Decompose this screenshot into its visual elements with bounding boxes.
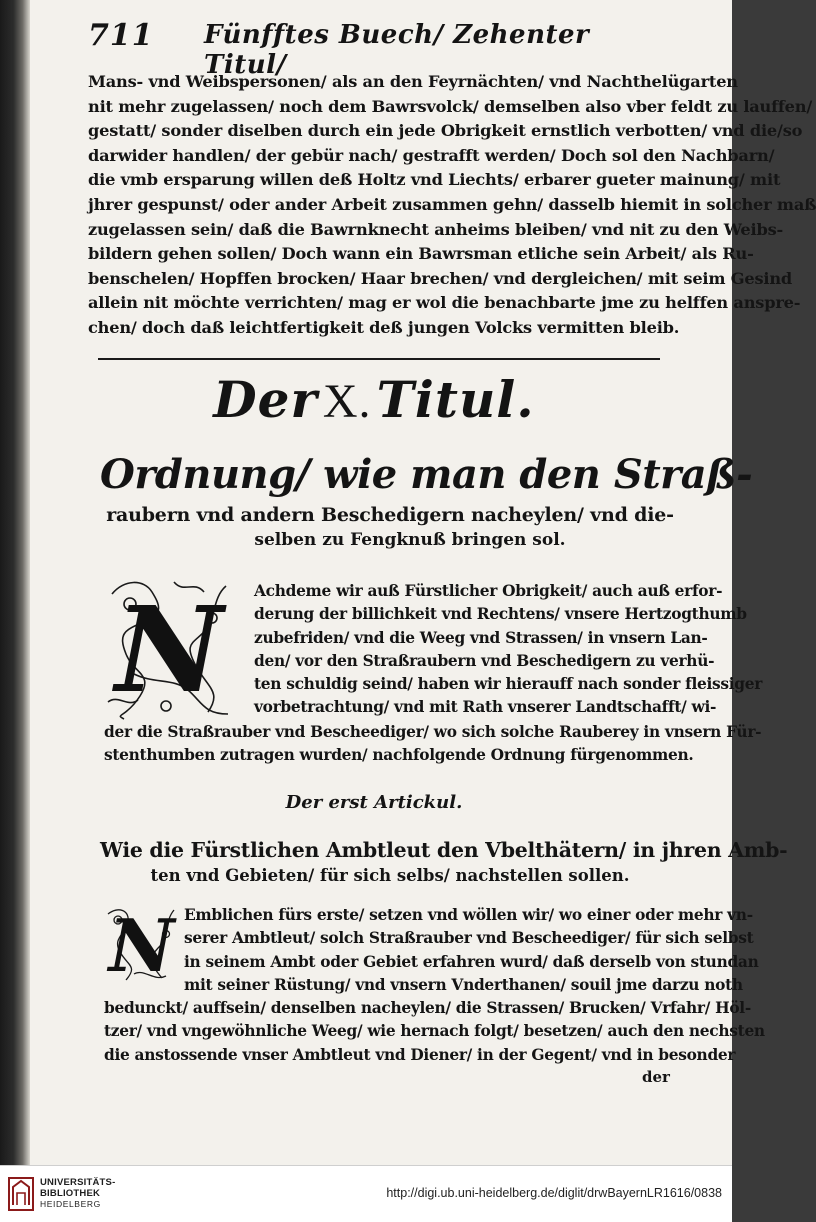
initial-letter: N — [115, 579, 223, 719]
text-line: stenthumben zutragen wurden/ nachfolgende Ordnung fürgenommen. — [104, 746, 694, 765]
text-line: Mans- vnd Weibspersonen/ als an den Feyrnächten/ vnd Nachthelügarten — [88, 72, 738, 91]
section-title — [64, 370, 684, 440]
running-head-title: Fünfftes Buech/ Zehenter Titul/ — [204, 20, 590, 80]
library-name — [40, 1178, 115, 1210]
text-line: serer Ambtleut/ solch Straßrauber vnd Bescheediger/ für sich selbst — [184, 929, 754, 948]
text-line: der die Straßrauber vnd Bescheediger/ wo sich solche Rauberey in vnsern Für- — [104, 723, 762, 741]
university-library-logo-icon — [8, 1177, 34, 1211]
library-name-line-2: BIBLIOTHEK — [40, 1187, 101, 1199]
book-spine-shadow — [0, 0, 30, 1165]
ornamental-initial-n — [104, 574, 234, 724]
title-word-der: Der — [213, 370, 318, 429]
text-line: Achdeme wir auß Fürstlicher Obrigkeit/ auch auß erfor- — [254, 582, 723, 600]
text-line: Emblichen fürs erste/ setzen vnd wöllen wir/ wo einer oder mehr vn- — [184, 906, 753, 924]
text-line: vorbetrachtung/ vnd mit Rath vnserer Landtschafft/ wi- — [254, 698, 717, 717]
viewer-footer — [0, 1165, 732, 1222]
text-line: benschelen/ Hopffen brocken/ Haar brechen/ vnd dergleichen/ mit seim Gesind — [88, 268, 793, 288]
text-line: in seinem Ambt oder Gebiet erfahren wurd/ daß derselb von stundan — [184, 952, 759, 971]
article-title: Der erst Artickul. — [285, 792, 463, 813]
initial-letter: N — [108, 902, 175, 988]
text-line: derung der billichkeit vnd Rechtens/ vnsere Hertzogthumb — [254, 605, 747, 624]
text-line: die vmb ersparung willen deß Holtz vnd Liechts/ erbarer gueter mainung/ mit — [88, 170, 781, 190]
text-line: bedunckt/ auffsein/ denselben nacheylen/ die Strassen/ Brucken/ Vrfahr/ Höl- — [104, 999, 751, 1017]
title-word-titul: Titul. — [376, 370, 535, 429]
text-line: darwider handlen/ der gebür nach/ gestrafft werden/ Doch sol den Nachbarn/ — [88, 145, 775, 165]
paragraph-3-indented — [184, 904, 759, 997]
paragraph-3-full — [104, 997, 765, 1067]
library-name-line-3: HEIDELBERG — [40, 1199, 101, 1209]
text-line: chen/ doch daß leichtfertigkeit deß jungen Volcks vermitten bleib. — [88, 317, 680, 337]
text-line: bildern gehen sollen/ Doch wann ein Bawrsman etliche sein Arbeit/ als Ru- — [88, 244, 754, 264]
text-line: tzer/ vnd vngewöhnliche Weeg/ wie hernach folgt/ besetzen/ auch den nechsten — [104, 1022, 765, 1041]
heading-line-3: selben zu Fengknuß bringen sol. — [254, 530, 566, 550]
text-line: zugelassen sein/ daß die Bawrnknecht anheims bleiben/ vnd nit zu den Weibs- — [88, 219, 784, 239]
folio-number: 711 — [88, 18, 154, 53]
ornamental-initial-n-small — [104, 904, 179, 986]
running-head — [88, 18, 648, 80]
heading-line-1: Ordnung/ wie man den Straß- — [100, 451, 753, 498]
text-line: ten schuldig seind/ haben wir hierauff nach sonder fleissiger — [254, 675, 763, 694]
section-divider — [98, 358, 660, 360]
title-number: X. — [322, 375, 372, 428]
article-heading-line-1: Wie die Fürstlichen Ambtleut den Vbelthätern/ in jhren Amb- — [100, 838, 788, 862]
text-line: gestatt/ sonder diselben durch ein jede Obrigkeit ernstlich verbotten/ vnd die/so — [88, 121, 803, 141]
catchword: der — [642, 1068, 670, 1086]
text-line: mit seiner Rüstung/ vnd vnsern Vnderthanen/ souil jme darzu noth — [184, 975, 743, 994]
text-line: jhrer gespunst/ oder ander Arbeit zusammen gehn/ dasselb hiemit in solcher maß — [88, 194, 816, 214]
section-heading — [100, 448, 753, 552]
article-heading — [100, 836, 788, 888]
text-line: zubefriden/ vnd die Weeg vnd Strassen/ in vnsern Lan- — [254, 628, 708, 647]
text-line: die anstossende vnser Ambtleut vnd Diener/ in der Gegent/ vnd in besonder — [104, 1045, 736, 1064]
library-name-line-1: UNIVERSITÄTS- — [40, 1177, 116, 1188]
paragraph-2-indented — [254, 580, 763, 720]
paragraph-2-full — [104, 721, 762, 768]
heading-line-2: raubern vnd andern Beschedigern nacheylen/ vnd die- — [106, 504, 674, 526]
text-line: den/ vor den Straßraubern vnd Beschedigern zu verhü- — [254, 651, 715, 670]
paragraph-1 — [88, 70, 816, 341]
article-heading-line-2: ten vnd Gebieten/ für sich selbs/ nachstellen sollen. — [150, 866, 630, 885]
text-line: nit mehr zugelassen/ noch dem Bawrsvolck/ demselben also vber feldt zu lauffen/ — [88, 96, 813, 116]
permalink-url[interactable]: http://digi.ub.uni-heidelberg.de/diglit/drwBayernLR1616/0838 — [386, 1186, 722, 1200]
text-line: allein nit möchte verrichten/ mag er wol die benachbarte jme zu helffen anspre- — [88, 293, 801, 313]
